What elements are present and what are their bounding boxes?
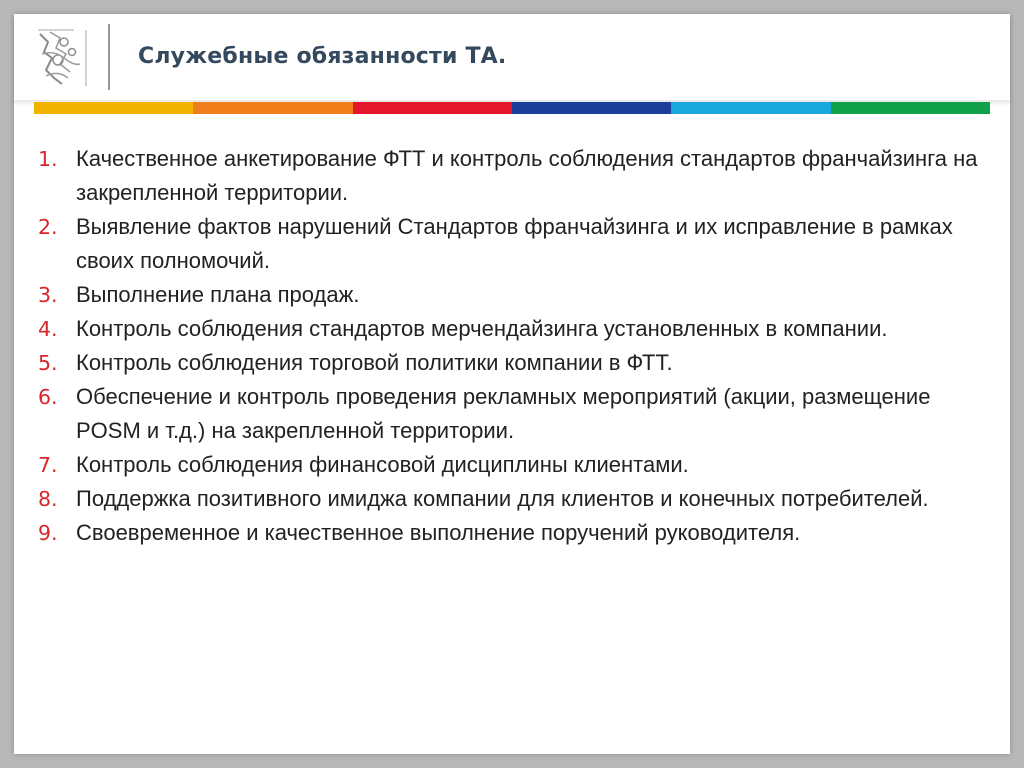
company-logo-icon (34, 24, 92, 90)
list-item-text: Поддержка позитивного имиджа компании для клиентов и конечных потребителей. (76, 486, 929, 511)
list-item-number: 8. (38, 487, 58, 511)
list-item-text: Контроль соблюдения стандартов мерчендайзинга установленных в компании. (76, 316, 888, 341)
list-item (38, 142, 988, 210)
list-item-text: Выполнение плана продаж. (76, 282, 360, 307)
list-item-text: Выявление фактов нарушений Стандартов франчайзинга и их исправление в рамках своих полномочий. (76, 214, 953, 273)
list-item (38, 516, 988, 550)
color-stripe-bar (34, 102, 990, 114)
stripe-green (831, 102, 990, 114)
list-item-number: 3. (38, 283, 58, 307)
stripe-red (353, 102, 512, 114)
list-item (38, 346, 988, 380)
list-item-text: Контроль соблюдения торговой политики компании в ФТТ. (76, 350, 673, 375)
list-item-text: Обеспечение и контроль проведения рекламных мероприятий (акции, размещение POSM и т.д.) на закрепленной территории. (76, 384, 931, 443)
list-item (38, 380, 988, 448)
list-item-number: 5. (38, 351, 58, 375)
list-item-text: Контроль соблюдения финансовой дисциплины клиентами. (76, 452, 689, 477)
list-item (38, 312, 988, 346)
list-item-number: 2. (38, 215, 58, 239)
list-item (38, 448, 988, 482)
list-item-number: 1. (38, 147, 58, 171)
list-item-text: Качественное анкетирование ФТТ и контроль соблюдения стандартов франчайзинга на закрепленной территории. (76, 146, 978, 205)
stripe-cyan (671, 102, 830, 114)
duties-list (38, 142, 988, 550)
list-item-number: 7. (38, 453, 58, 477)
list-item (38, 210, 988, 278)
slide-header (14, 14, 1010, 100)
list-item-text: Своевременное и качественное выполнение поручений руководителя. (76, 520, 801, 545)
stripe-orange (193, 102, 352, 114)
stripe-yellow (34, 102, 193, 114)
list-item-number: 4. (38, 317, 58, 341)
list-item-number: 9. (38, 521, 58, 545)
list-item (38, 482, 988, 516)
slide (14, 14, 1010, 754)
list-item (38, 278, 988, 312)
page-title: Служебные обязанности ТА. (138, 44, 507, 69)
logo-divider (108, 24, 110, 90)
stripe-blue (512, 102, 671, 114)
list-item-number: 6. (38, 385, 58, 409)
